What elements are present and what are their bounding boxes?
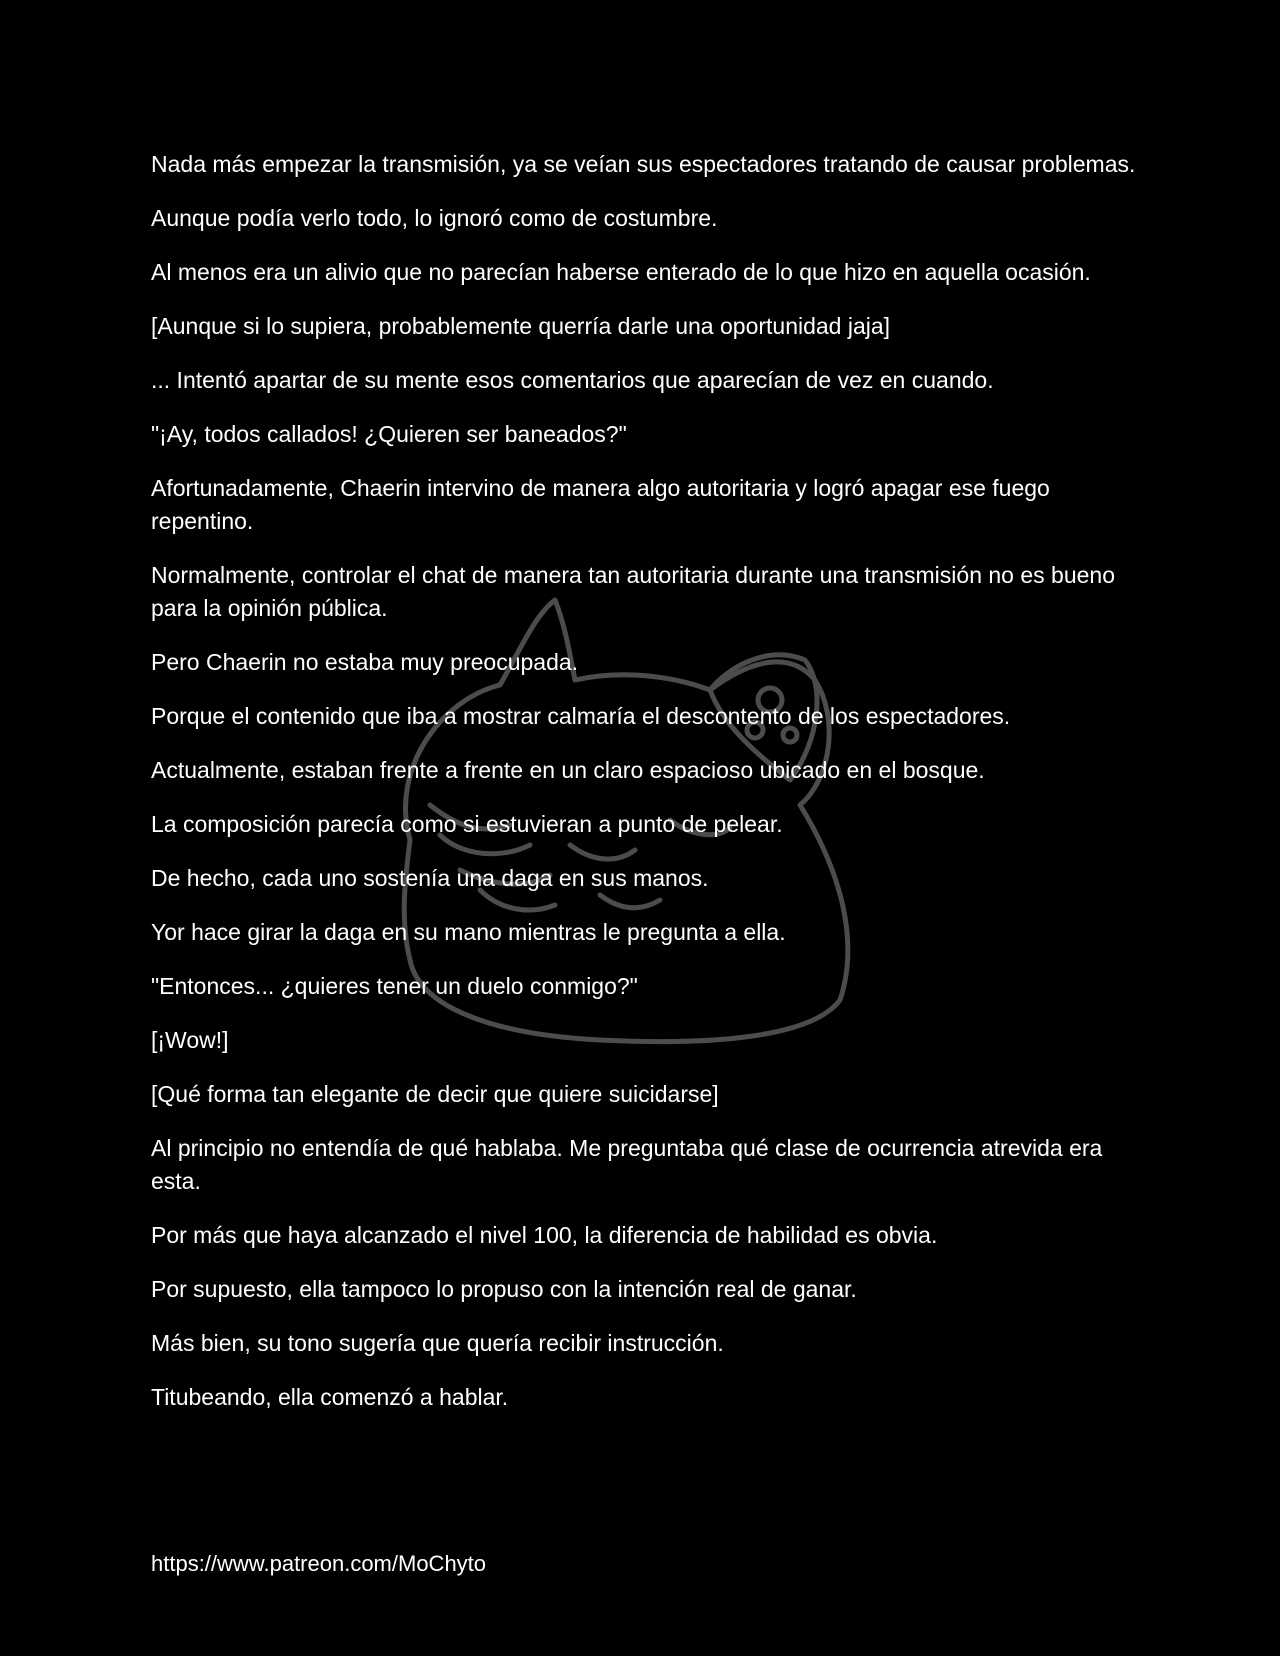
paragraph: La composición parecía como si estuvieran a punto de pelear. bbox=[151, 811, 783, 837]
patreon-link[interactable]: https://www.patreon.com/MoChyto bbox=[151, 1551, 487, 1576]
paragraph: Aunque podía verlo todo, lo ignoró como de costumbre. bbox=[151, 205, 718, 231]
paragraph: Actualmente, estaban frente a frente en un claro espacioso ubicado en el bosque. bbox=[151, 757, 985, 783]
paragraph: Titubeando, ella comenzó a hablar. bbox=[151, 1384, 509, 1410]
paragraph: Porque el contenido que iba a mostrar calmaría el descontento de los espectadores. bbox=[151, 703, 1011, 729]
paragraph: "Entonces... ¿quieres tener un duelo conmigo?" bbox=[151, 973, 638, 999]
paragraph: Por más que haya alcanzado el nivel 100, la diferencia de habilidad es obvia. bbox=[151, 1222, 938, 1248]
paragraph: Yor hace girar la daga en su mano mientras le pregunta a ella. bbox=[151, 919, 786, 945]
paragraph: [¡Wow!] bbox=[151, 1027, 229, 1053]
paragraph: Al menos era un alivio que no parecían haberse enterado de lo que hizo en aquella ocasión. bbox=[151, 259, 1091, 285]
paragraph: Al principio no entendía de qué hablaba. Me preguntaba qué clase de ocurrencia atrevida era esta. bbox=[151, 1135, 1103, 1194]
paragraph: [Qué forma tan elegante de decir que quiere suicidarse] bbox=[151, 1081, 719, 1107]
paragraph: Nada más empezar la transmisión, ya se veían sus espectadores tratando de causar problemas. bbox=[151, 151, 1136, 177]
paragraph: Más bien, su tono sugería que quería recibir instrucción. bbox=[151, 1330, 724, 1356]
paragraph: Normalmente, controlar el chat de manera tan autoritaria durante una transmisión no es bueno para la opinión pública. bbox=[151, 562, 1115, 621]
paragraph: "¡Ay, todos callados! ¿Quieren ser baneados?" bbox=[151, 421, 627, 447]
paragraph: De hecho, cada uno sostenía una daga en sus manos. bbox=[151, 865, 709, 891]
paragraph: [Aunque si lo supiera, probablemente querría darle una oportunidad jaja] bbox=[151, 313, 891, 339]
paragraph: Pero Chaerin no estaba muy preocupada. bbox=[151, 649, 579, 675]
paragraph: Afortunadamente, Chaerin intervino de manera algo autoritaria y logró apagar ese fuego repentino. bbox=[151, 475, 1050, 534]
article-body bbox=[151, 148, 1141, 1435]
paragraph: ... Intentó apartar de su mente esos comentarios que aparecían de vez en cuando. bbox=[151, 367, 994, 393]
paragraph: Por supuesto, ella tampoco lo propuso con la intención real de ganar. bbox=[151, 1276, 857, 1302]
